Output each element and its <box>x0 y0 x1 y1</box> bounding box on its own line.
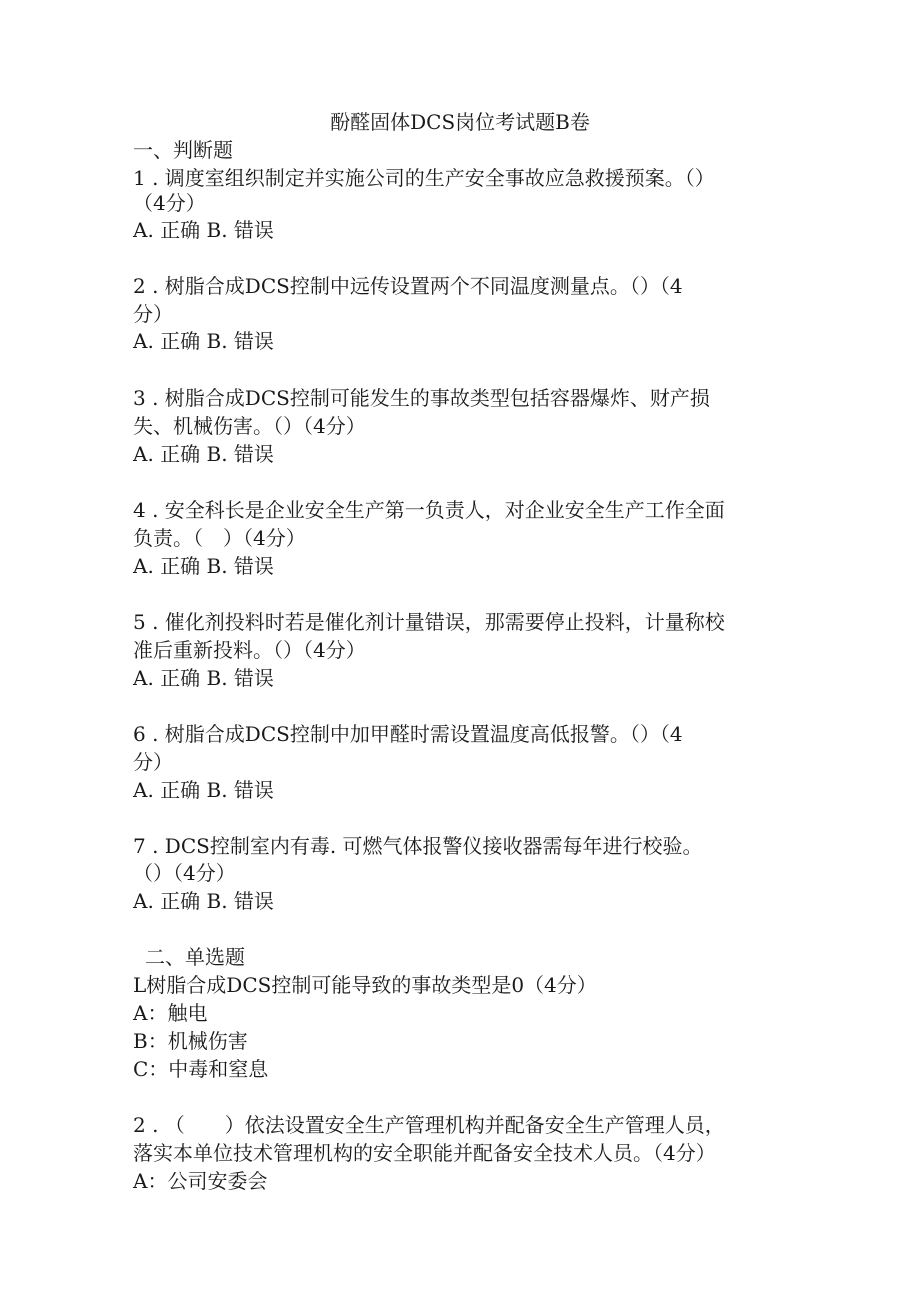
question-text: 7 . DCS控制室内有毒. 可燃气体报警仪接收器需每年进行校验。 <box>133 834 703 858</box>
exam-title: 酚醛固体DCS岗位考试题B卷 <box>330 110 590 134</box>
choice-option: A：触电 <box>133 1001 208 1025</box>
question-options: A. 正确 B. 错误 <box>133 554 274 578</box>
question-options: A. 正确 B. 错误 <box>133 329 274 353</box>
question-text: 失、机械伤害。（）（4分） <box>133 414 366 438</box>
question-options: A. 正确 B. 错误 <box>133 889 274 913</box>
question-options: A. 正确 B. 错误 <box>133 218 274 242</box>
section-heading-single-choice: 二、单选题 <box>145 945 245 969</box>
question-text: 1 . 调度室组织制定并实施公司的生产安全事故应急救援预案。（） <box>133 166 715 190</box>
question-options: A. 正确 B. 错误 <box>133 778 274 802</box>
question-text: 准后重新投料。（）（4分） <box>133 638 366 662</box>
question-text: 负责。（ ）（4分） <box>133 526 306 550</box>
question-text: 2 . （ ）依法设置安全生产管理机构并配备安全生产管理人员， <box>133 1113 725 1137</box>
question-text: 落实本单位技术管理机构的安全职能并配备安全技术人员。（4分） <box>133 1141 716 1165</box>
question-text: 4 . 安全科长是企业安全生产第一负责人，对企业安全生产工作全面 <box>133 498 725 522</box>
choice-option: C：中毒和窒息 <box>133 1057 269 1081</box>
question-options: A. 正确 B. 错误 <box>133 442 274 466</box>
question-text: （4分） <box>133 191 206 215</box>
question-options: A. 正确 B. 错误 <box>133 666 274 690</box>
question-text: 分） <box>133 302 173 326</box>
choice-option: A：公司安委会 <box>133 1169 268 1193</box>
question-text: （）（4分） <box>133 861 236 885</box>
question-text: 分） <box>133 750 173 774</box>
question-text: 2 . 树脂合成DCS控制中远传设置两个不同温度测量点。（）（4 <box>133 274 683 298</box>
question-text: 5 . 催化剂投料时若是催化剂计量错误，那需要停止投料，计量称校 <box>133 610 725 634</box>
choice-option: B：机械伤害 <box>133 1029 248 1053</box>
question-text: L树脂合成DCS控制可能导致的事故类型是0（4分） <box>133 973 597 997</box>
section-heading-judgment: 一、判断题 <box>133 138 233 162</box>
question-text: 6 . 树脂合成DCS控制中加甲醛时需设置温度高低报警。（）（4 <box>133 722 683 746</box>
question-text: 3 . 树脂合成DCS控制可能发生的事故类型包括容器爆炸、财产损 <box>133 386 710 410</box>
